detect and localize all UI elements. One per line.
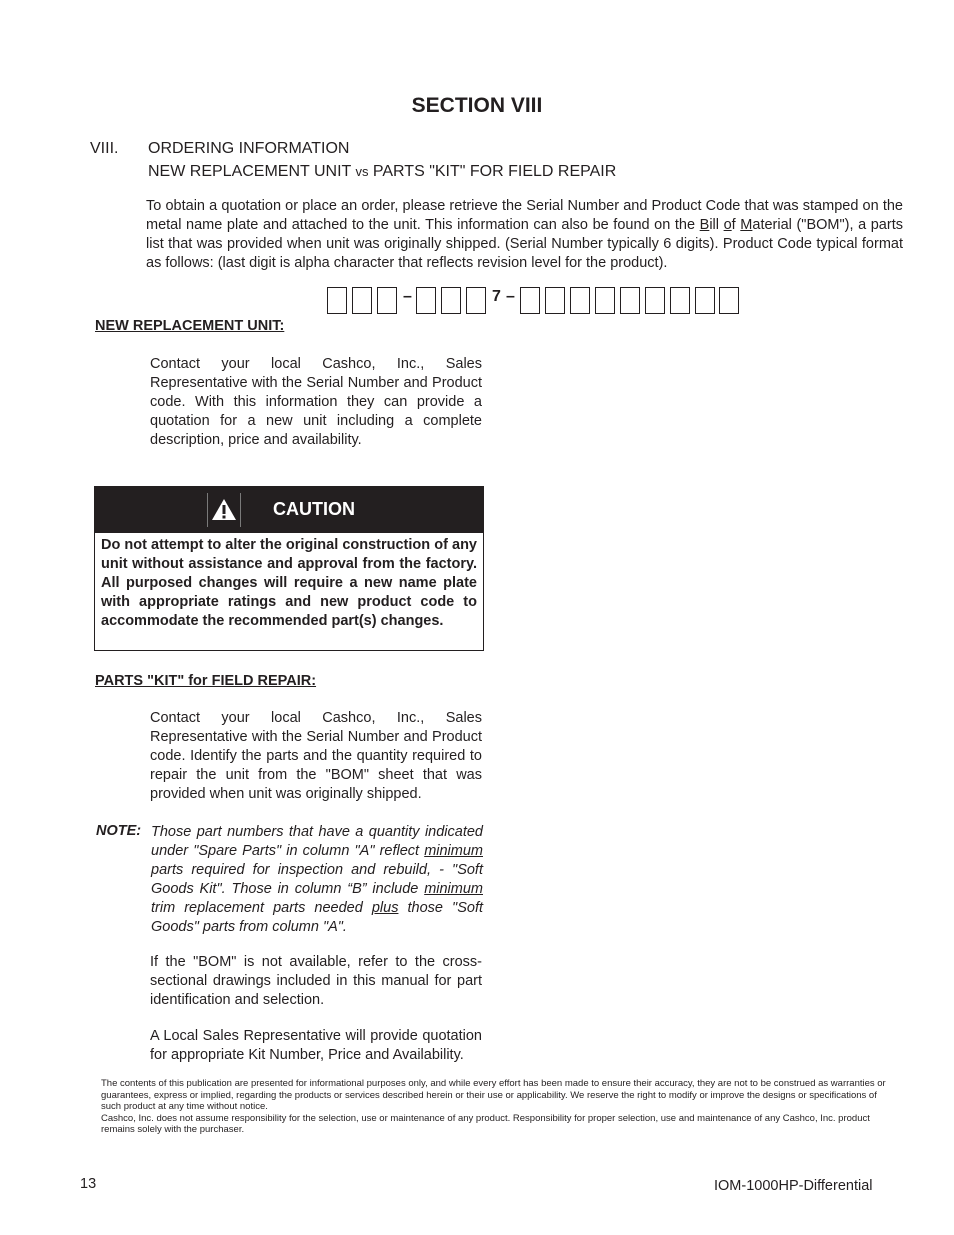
code-box — [545, 287, 565, 314]
heading-part-a: NEW REPLACEMENT UNIT — [148, 163, 356, 180]
bom-paragraph: If the "BOM" is not available, refer to the cross-sectional drawings included in this manual for part identification and selection. — [150, 954, 482, 1008]
heading-vs: vs — [355, 164, 369, 179]
code-box — [645, 287, 665, 314]
page-number: 13 — [80, 1176, 97, 1192]
code-box — [695, 287, 715, 314]
note-paragraph — [151, 823, 483, 937]
code-box — [620, 287, 640, 314]
caution-box — [94, 486, 484, 651]
intro-o: o — [723, 217, 732, 233]
note-text-3: trim replacement parts needed — [151, 900, 372, 916]
replacement-vs-kit-heading — [148, 163, 616, 181]
code-fixed-digit: 7 — [492, 288, 501, 305]
code-box — [441, 287, 461, 314]
code-box — [570, 287, 590, 314]
code-box — [416, 287, 436, 314]
intro-ill: ill — [709, 217, 724, 233]
code-box — [352, 287, 372, 314]
code-box — [719, 287, 739, 314]
caution-title: CAUTION — [273, 499, 355, 519]
code-dash: – — [403, 288, 412, 305]
intro-text-1: To obtain a quotation or place an order, please retrieve the Serial Number and Product Code that was stamped on the metal name plate and attached to the unit. This information can also be found on the — [146, 198, 903, 233]
document-id: IOM-1000HP-Differential — [714, 1178, 873, 1194]
note-underline-2: minimum — [424, 881, 483, 897]
warning-triangle-icon — [207, 493, 241, 527]
parts-kit-heading: PARTS "KIT" for FIELD REPAIR: — [95, 673, 317, 689]
new-unit-paragraph: Contact your local Cashco, Inc., Sales Representative with the Serial Number and Product code. With this information they can provide a quotation for a new unit including a complete description, price and availability. — [150, 356, 482, 448]
sales-rep-paragraph: A Local Sales Representative will provide quotation for appropriate Kit Number, Price and Availability. — [150, 1028, 482, 1063]
section-title: SECTION VIII — [411, 94, 543, 117]
note-underline-1: minimum — [424, 843, 483, 859]
intro-paragraph — [146, 197, 903, 273]
note-label: NOTE: — [96, 823, 142, 839]
heading-part-b: PARTS "KIT" FOR FIELD REPAIR — [368, 163, 617, 180]
intro-aterial: aterial — [752, 217, 792, 233]
code-box — [377, 287, 397, 314]
intro-f: f — [731, 217, 741, 233]
parts-kit-paragraph: Contact your local Cashco, Inc., Sales Representative with the Serial Number and Product code. Identify the parts and the quantity required to repair the unit from the "BOM" sheet that was provided when unit was originally shipped. — [150, 710, 482, 802]
disclaimer-paragraph-1: The contents of this publication are presented for informational purposes only, and while every effort has been made to ensure their accuracy, they are not to be construed as warranties or guarantees, express or implied, regarding the products or services described herein or their use or applicability. We reserve the right to modify or improve the designs or specifications of such product at any time without notice. — [101, 1078, 886, 1112]
code-box — [670, 287, 690, 314]
note-text-2: parts required for inspection and rebuild, - "Soft Goods Kit". Those in column “B” include — [151, 862, 483, 897]
new-unit-heading: NEW REPLACEMENT UNIT: — [95, 318, 285, 334]
code-box — [327, 287, 347, 314]
note-text-1: Those part numbers that have a quantity indicated under "Spare Parts" in column "A" reflect — [151, 824, 483, 859]
intro-m: M — [740, 217, 753, 233]
code-box — [595, 287, 615, 314]
section-number: VIII. — [90, 140, 119, 157]
note-underline-3: plus — [371, 900, 399, 916]
intro-b: B — [699, 217, 710, 233]
caution-text: Do not attempt to alter the original construction of any unit without assistance and approval from the factory. All purposed changes will require a new name plate with appropriate ratings and new product code to accommodate the recommended part(s) changes. — [101, 537, 477, 629]
intro-text-2: ("BOM"), a parts list that was provided when unit was originally shipped. (Serial Number typically 6 digits). Product Code typical format as follows: (last digit is alpha character that reflects revision level for the product). — [146, 217, 903, 271]
code-dash: – — [506, 288, 515, 305]
code-box — [466, 287, 486, 314]
ordering-heading: ORDERING INFORMATION — [148, 140, 350, 157]
code-box — [520, 287, 540, 314]
disclaimer — [101, 1078, 891, 1136]
note-text-4: those "Soft Goods" parts from column "A". — [151, 900, 483, 935]
caution-header — [95, 487, 483, 533]
disclaimer-paragraph-2: Cashco, Inc. does not assume responsibility for the selection, use or maintenance of any product. Responsibility for proper selection, use and maintenance of any Cashco, Inc. product remains solely with the purchaser. — [101, 1112, 870, 1135]
